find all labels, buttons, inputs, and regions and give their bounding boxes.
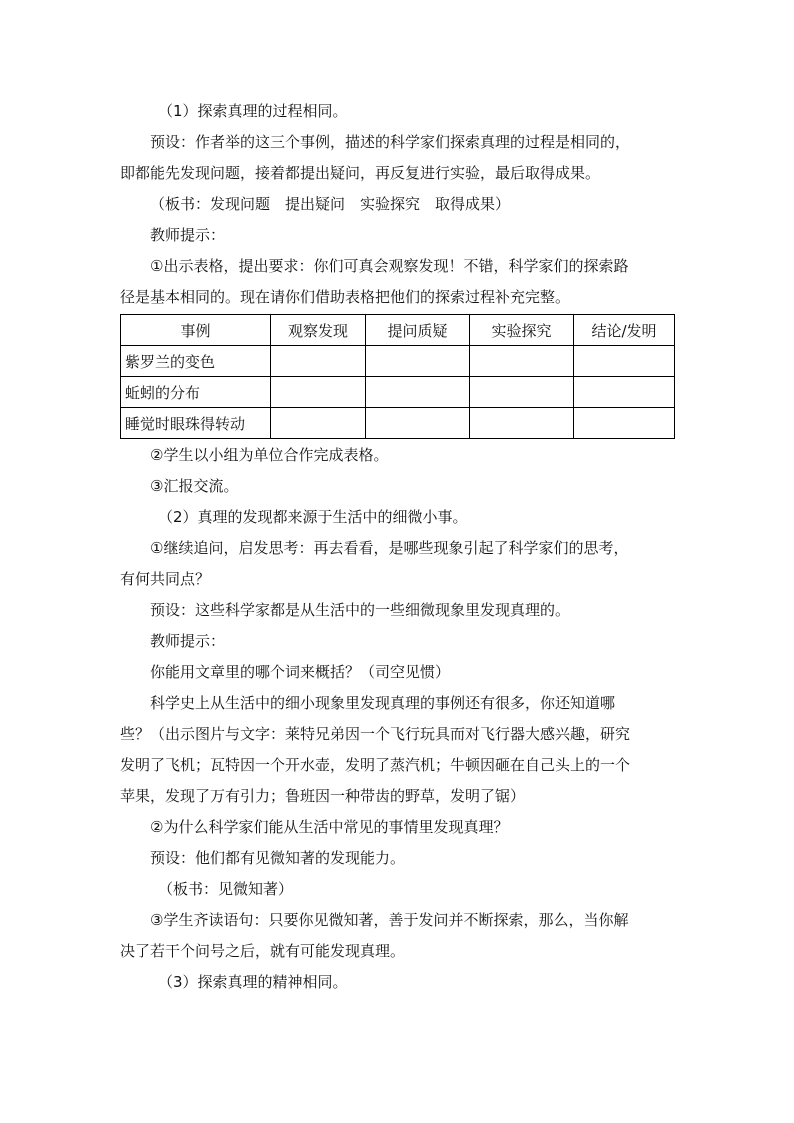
table-cell	[470, 377, 574, 408]
paragraph-line: 即都能先发现问题，接着都提出疑问，再反复进行实验，最后取得成果。	[120, 164, 601, 182]
table-cell	[366, 346, 470, 377]
paragraph-line: 苹果，发现了万有引力；鲁班因一种带齿的野草，发明了锯）	[120, 787, 526, 805]
table-row	[121, 377, 675, 408]
table-header-cell: 提问质疑	[366, 315, 470, 346]
table-header-cell: 观察发现	[271, 315, 366, 346]
paragraph-line: 有何共同点？	[120, 570, 211, 588]
table-row	[121, 408, 675, 439]
paragraph-line: 预设：他们都有见微知著的发现能力。	[150, 849, 406, 867]
table-cell	[271, 377, 366, 408]
section-heading-3: （3）探索真理的精神相同。	[158, 973, 348, 991]
paragraph-line: ①出示表格，提出要求：你们可真会观察发现！不错，科学家们的探索路	[150, 257, 629, 275]
blackboard-note: （板书：发现问题 提出疑问 实验探究 取得成果）	[150, 195, 511, 213]
table-row-label: 睡觉时眼珠得转动	[121, 408, 271, 439]
paragraph-line: 发明了飞机；瓦特因一个开水壶，发明了蒸汽机；牛顿因砸在自己头上的一个	[120, 756, 631, 774]
table-cell	[271, 408, 366, 439]
table-header-cell: 事例	[121, 315, 271, 346]
teacher-tip-label: 教师提示：	[150, 226, 226, 244]
table-cell	[574, 377, 675, 408]
exploration-table	[120, 314, 675, 439]
paragraph-line: 预设：作者举的这三个事例，描述的科学家们探索真理的过程是相同的，	[150, 133, 631, 151]
paragraph-line: 你能用文章里的哪个词来概括？（司空见惯）	[150, 663, 451, 681]
paragraph-line: 决了若干个问号之后，就有可能发现真理。	[120, 942, 406, 960]
paragraph-line: 预设：这些科学家都是从生活中的一些细微现象里发现真理的。	[150, 601, 571, 619]
table-row	[121, 346, 675, 377]
table-cell	[574, 408, 675, 439]
table-header-cell: 结论/发明	[574, 315, 675, 346]
table-cell	[574, 346, 675, 377]
table-row-label: 紫罗兰的变色	[121, 346, 271, 377]
paragraph-line: ③学生齐读语句：只要你见微知著，善于发问并不断探索，那么，当你解	[150, 911, 629, 929]
table-row-label: 蚯蚓的分布	[121, 377, 271, 408]
table-header-cell: 实验探究	[470, 315, 574, 346]
table-cell	[366, 377, 470, 408]
paragraph-line: 些？（出示图片与文字：莱特兄弟因一个飞行玩具而对飞行器大感兴趣，研究	[120, 725, 631, 743]
section-heading-1: （1）探索真理的过程相同。	[158, 102, 348, 120]
paragraph-line: ②为什么科学家们能从生活中常见的事情里发现真理？	[150, 818, 509, 836]
teacher-tip-label: 教师提示：	[150, 632, 226, 650]
paragraph-line: ②学生以小组为单位合作完成表格。	[150, 446, 389, 464]
table-header-row	[121, 315, 675, 346]
table-cell	[271, 346, 366, 377]
document-page	[120, 96, 674, 998]
paragraph-line: 径是基本相同的。现在请你们借助表格把他们的探索过程补充完整。	[120, 288, 571, 306]
blackboard-note: （板书：见微知著）	[158, 880, 294, 898]
table-cell	[366, 408, 470, 439]
paragraph-line: ①继续追问，启发思考：再去看看，是哪些现象引起了科学家们的思考，	[150, 539, 629, 557]
section-heading-2: （2）真理的发现都来源于生活中的细微小事。	[158, 508, 468, 526]
paragraph-line: ③汇报交流。	[150, 477, 239, 495]
table-cell	[470, 408, 574, 439]
paragraph-line: 科学史上从生活中的细小现象里发现真理的事例还有很多，你还知道哪	[150, 694, 616, 712]
table-cell	[470, 346, 574, 377]
